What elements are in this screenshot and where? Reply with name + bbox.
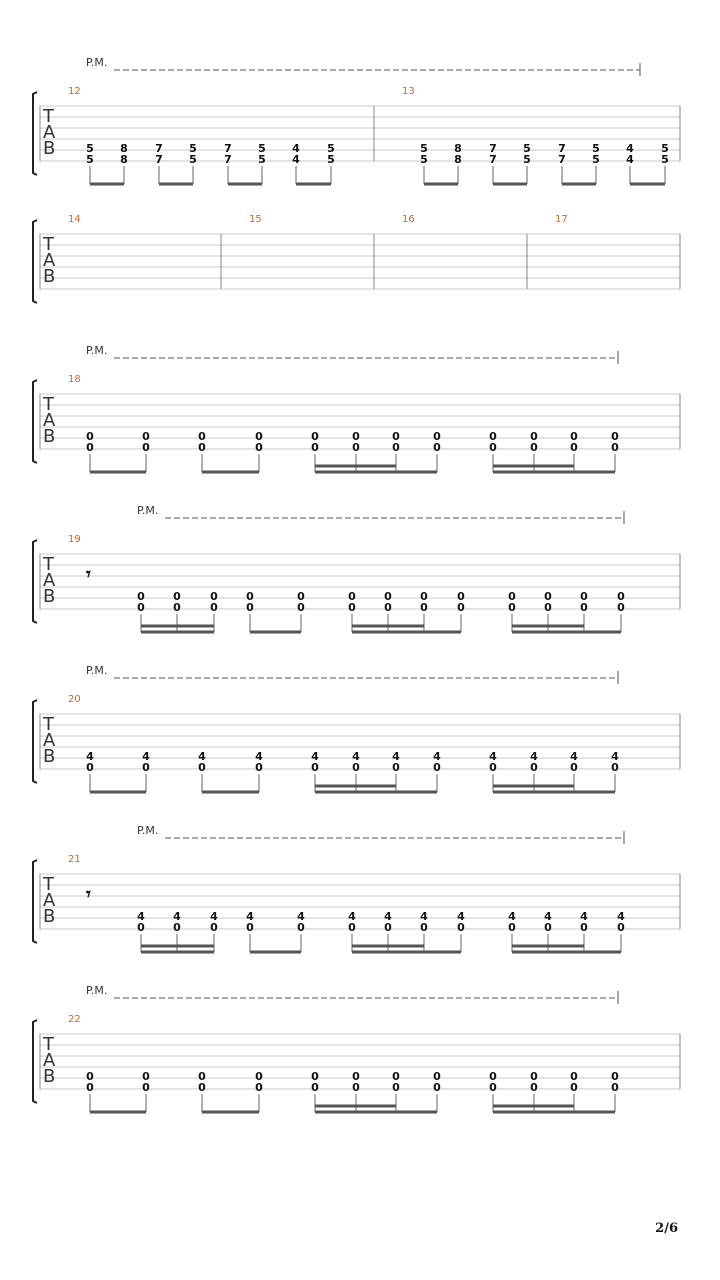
fret-number: 0 (142, 430, 150, 443)
palm-mute-label: P.M. (137, 824, 159, 837)
fret-number: 0 (570, 761, 578, 774)
fret-number: 0 (433, 1070, 441, 1083)
fret-number: 0 (544, 921, 552, 934)
fret-number: 4 (508, 910, 516, 923)
fret-number: 0 (508, 590, 516, 603)
fret-number: 5 (86, 153, 94, 166)
fret-number: 5 (523, 153, 531, 166)
tab-system (33, 984, 680, 1112)
tab-clef-letter: A (43, 122, 56, 143)
fret-number: 8 (120, 153, 128, 166)
tab-clef-letter: B (43, 586, 56, 607)
fret-number: 5 (420, 142, 428, 155)
fret-number: 0 (86, 761, 94, 774)
fret-number: 0 (392, 441, 400, 454)
fret-number: 0 (611, 761, 619, 774)
page-number: 2/6 (655, 1221, 678, 1236)
fret-number: 0 (348, 921, 356, 934)
fret-number: 0 (352, 1081, 360, 1094)
fret-number: 0 (210, 590, 218, 603)
fret-number: 7 (558, 142, 566, 155)
fret-number: 0 (142, 1070, 150, 1083)
eighth-rest-icon: 𝄾 (86, 564, 91, 585)
fret-number: 5 (661, 153, 669, 166)
fret-number: 0 (142, 1081, 150, 1094)
tab-clef-letter: A (43, 410, 56, 431)
fret-number: 0 (617, 590, 625, 603)
tab-clef-letter: A (43, 890, 56, 911)
fret-number: 0 (489, 441, 497, 454)
fret-number: 4 (392, 750, 400, 763)
palm-mute-label: P.M. (86, 664, 108, 677)
fret-number: 0 (198, 761, 206, 774)
fret-number: 4 (420, 910, 428, 923)
fret-number: 0 (617, 921, 625, 934)
fret-number: 5 (327, 142, 335, 155)
fret-number: 0 (246, 590, 254, 603)
measure-number: 15 (249, 214, 262, 225)
fret-number: 0 (530, 430, 538, 443)
fret-number: 0 (392, 430, 400, 443)
fret-number: 7 (489, 153, 497, 166)
fret-number: 0 (173, 601, 181, 614)
fret-number: 0 (86, 441, 94, 454)
fret-number: 0 (198, 1070, 206, 1083)
fret-number: 0 (420, 921, 428, 934)
fret-number: 0 (246, 601, 254, 614)
measure-number: 22 (68, 1014, 81, 1025)
fret-number: 5 (592, 142, 600, 155)
fret-number: 0 (457, 590, 465, 603)
tab-clef-letter: B (43, 906, 56, 927)
system-bracket (33, 860, 37, 943)
fret-number: 0 (255, 430, 263, 443)
fret-number: 0 (352, 441, 360, 454)
system-bracket (33, 380, 37, 463)
tab-clef-letter: B (43, 266, 56, 287)
fret-number: 0 (142, 441, 150, 454)
system-bracket (33, 1020, 37, 1103)
fret-number: 0 (457, 921, 465, 934)
fret-number: 0 (210, 601, 218, 614)
fret-number: 0 (530, 441, 538, 454)
fret-number: 0 (137, 590, 145, 603)
fret-number: 0 (530, 761, 538, 774)
fret-number: 0 (198, 430, 206, 443)
fret-number: 0 (142, 761, 150, 774)
fret-number: 8 (120, 142, 128, 155)
fret-number: 0 (311, 1081, 319, 1094)
fret-number: 0 (311, 1070, 319, 1083)
fret-number: 0 (352, 761, 360, 774)
fret-number: 7 (489, 142, 497, 155)
fret-number: 4 (348, 910, 356, 923)
fret-number: 4 (142, 750, 150, 763)
fret-number: 5 (86, 142, 94, 155)
fret-number: 4 (352, 750, 360, 763)
fret-number: 7 (224, 153, 232, 166)
system-bracket (33, 540, 37, 623)
fret-number: 7 (224, 142, 232, 155)
fret-number: 0 (392, 1070, 400, 1083)
fret-number: 0 (173, 921, 181, 934)
fret-number: 4 (311, 750, 319, 763)
fret-number: 0 (297, 590, 305, 603)
fret-number: 0 (352, 1070, 360, 1083)
fret-number: 0 (570, 1070, 578, 1083)
fret-number: 0 (173, 590, 181, 603)
tab-clef-letter: T (43, 106, 54, 127)
fret-number: 0 (611, 430, 619, 443)
fret-number: 0 (311, 761, 319, 774)
measure-number: 21 (68, 854, 81, 865)
fret-number: 0 (580, 590, 588, 603)
measure-number: 19 (68, 534, 81, 545)
fret-number: 5 (327, 153, 335, 166)
fret-number: 4 (384, 910, 392, 923)
fret-number: 0 (255, 1081, 263, 1094)
system-bracket (33, 92, 37, 175)
fret-number: 0 (544, 601, 552, 614)
tab-clef-letter: T (43, 394, 54, 415)
fret-number: 5 (189, 142, 197, 155)
fret-number: 0 (570, 430, 578, 443)
fret-number: 8 (454, 153, 462, 166)
fret-number: 4 (433, 750, 441, 763)
system-bracket (33, 700, 37, 783)
tab-system (33, 664, 680, 792)
tab-clef-letter: B (43, 138, 56, 159)
fret-number: 0 (530, 1081, 538, 1094)
measure-number: 18 (68, 374, 81, 385)
fret-number: 0 (508, 921, 516, 934)
measure-number: 13 (402, 86, 415, 97)
fret-number: 0 (255, 1070, 263, 1083)
fret-number: 4 (580, 910, 588, 923)
fret-number: 5 (189, 153, 197, 166)
tab-system (33, 214, 680, 303)
fret-number: 4 (173, 910, 181, 923)
fret-number: 0 (570, 1081, 578, 1094)
fret-number: 0 (489, 761, 497, 774)
fret-number: 0 (420, 590, 428, 603)
fret-number: 4 (255, 750, 263, 763)
tab-clef-letter: A (43, 250, 56, 271)
fret-number: 5 (420, 153, 428, 166)
fret-number: 4 (617, 910, 625, 923)
fret-number: 0 (348, 590, 356, 603)
fret-number: 4 (246, 910, 254, 923)
fret-number: 0 (489, 430, 497, 443)
fret-number: 0 (210, 921, 218, 934)
fret-number: 0 (433, 430, 441, 443)
fret-number: 0 (392, 761, 400, 774)
fret-number: 0 (384, 590, 392, 603)
fret-number: 0 (311, 441, 319, 454)
fret-number: 0 (311, 430, 319, 443)
fret-number: 0 (580, 921, 588, 934)
fret-number: 4 (210, 910, 218, 923)
fret-number: 4 (611, 750, 619, 763)
tab-system (33, 504, 680, 632)
tab-clef-letter: B (43, 746, 56, 767)
fret-number: 0 (255, 441, 263, 454)
system-bracket (33, 220, 37, 303)
fret-number: 0 (617, 601, 625, 614)
palm-mute-label: P.M. (137, 504, 159, 517)
fret-number: 4 (137, 910, 145, 923)
fret-number: 0 (297, 601, 305, 614)
fret-number: 0 (352, 430, 360, 443)
fret-number: 0 (384, 601, 392, 614)
fret-number: 0 (580, 601, 588, 614)
fret-number: 4 (292, 142, 300, 155)
fret-number: 0 (489, 1070, 497, 1083)
fret-number: 7 (155, 142, 163, 155)
fret-number: 0 (255, 761, 263, 774)
fret-number: 0 (530, 1070, 538, 1083)
fret-number: 0 (457, 601, 465, 614)
fret-number: 0 (297, 921, 305, 934)
tab-clef-letter: T (43, 554, 54, 575)
fret-number: 0 (198, 1081, 206, 1094)
fret-number: 4 (297, 910, 305, 923)
fret-number: 5 (258, 153, 266, 166)
fret-number: 7 (155, 153, 163, 166)
fret-number: 5 (592, 153, 600, 166)
fret-number: 0 (570, 441, 578, 454)
fret-number: 0 (137, 601, 145, 614)
measure-number: 20 (68, 694, 81, 705)
measure-number: 17 (555, 214, 568, 225)
fret-number: 4 (626, 153, 634, 166)
tab-system (33, 824, 680, 952)
eighth-rest-icon: 𝄾 (86, 884, 91, 905)
palm-mute-label: P.M. (86, 984, 108, 997)
fret-number: 5 (523, 142, 531, 155)
tab-clef-letter: A (43, 570, 56, 591)
fret-number: 4 (544, 910, 552, 923)
fret-number: 4 (626, 142, 634, 155)
tab-clef-letter: A (43, 1050, 56, 1071)
fret-number: 7 (558, 153, 566, 166)
fret-number: 0 (348, 601, 356, 614)
fret-number: 4 (457, 910, 465, 923)
fret-number: 4 (292, 153, 300, 166)
measure-number: 16 (402, 214, 415, 225)
fret-number: 0 (433, 1081, 441, 1094)
palm-mute-label: P.M. (86, 344, 108, 357)
fret-number: 0 (433, 441, 441, 454)
tab-clef-letter: B (43, 1066, 56, 1087)
palm-mute-label: P.M. (86, 56, 108, 69)
fret-number: 4 (489, 750, 497, 763)
fret-number: 8 (454, 142, 462, 155)
fret-number: 0 (86, 430, 94, 443)
measure-number: 12 (68, 86, 81, 97)
tab-system (33, 56, 680, 184)
fret-number: 4 (570, 750, 578, 763)
fret-number: 0 (246, 921, 254, 934)
fret-number: 0 (508, 601, 516, 614)
fret-number: 0 (420, 601, 428, 614)
fret-number: 0 (384, 921, 392, 934)
tab-clef-letter: T (43, 714, 54, 735)
fret-number: 0 (392, 1081, 400, 1094)
tab-system (33, 344, 680, 472)
fret-number: 4 (198, 750, 206, 763)
fret-number: 0 (611, 1070, 619, 1083)
fret-number: 4 (530, 750, 538, 763)
fret-number: 0 (137, 921, 145, 934)
tab-clef-letter: T (43, 234, 54, 255)
tab-clef-letter: T (43, 1034, 54, 1055)
fret-number: 0 (611, 1081, 619, 1094)
fret-number: 5 (661, 142, 669, 155)
fret-number: 0 (86, 1070, 94, 1083)
fret-number: 0 (86, 1081, 94, 1094)
fret-number: 0 (611, 441, 619, 454)
fret-number: 5 (258, 142, 266, 155)
fret-number: 0 (433, 761, 441, 774)
tab-clef-letter: A (43, 730, 56, 751)
fret-number: 4 (86, 750, 94, 763)
measure-number: 14 (68, 214, 81, 225)
tab-clef-letter: T (43, 874, 54, 895)
tab-clef-letter: B (43, 426, 56, 447)
fret-number: 0 (544, 590, 552, 603)
fret-number: 0 (198, 441, 206, 454)
fret-number: 0 (489, 1081, 497, 1094)
